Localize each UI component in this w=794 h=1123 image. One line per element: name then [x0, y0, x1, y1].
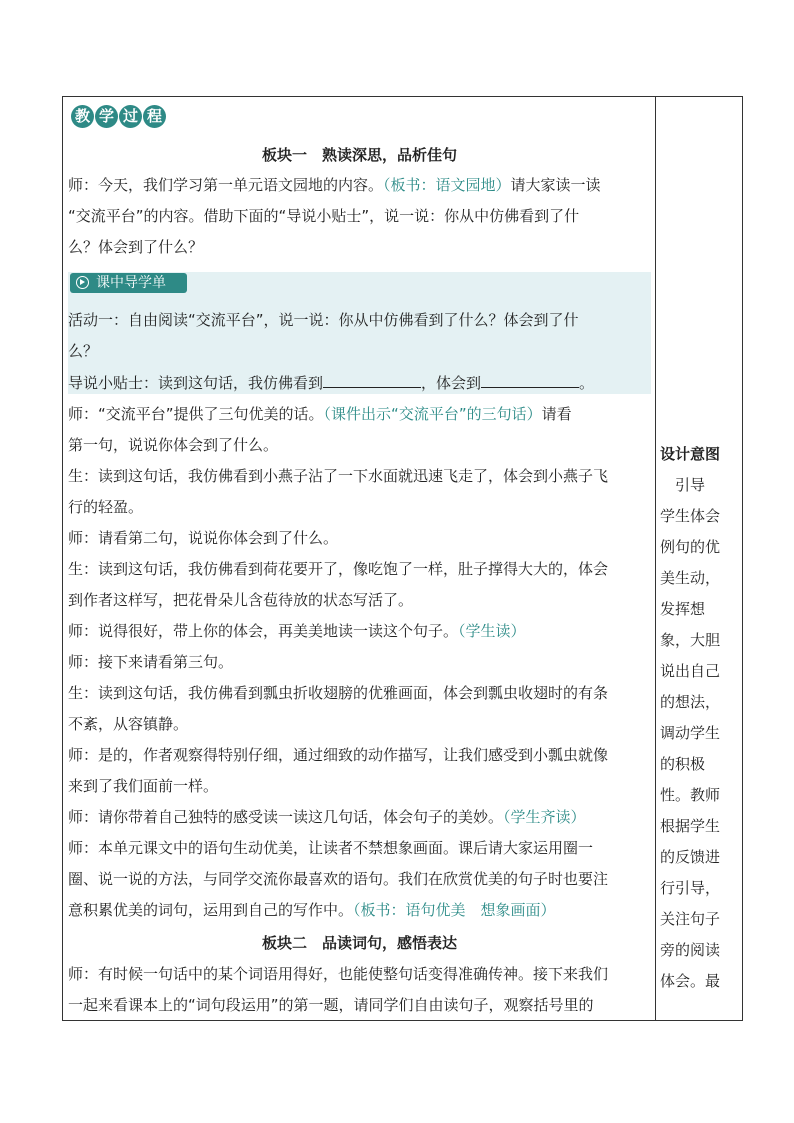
text-span: 师：“交流平台”提供了三句优美的话。: [68, 405, 324, 423]
design-intent-line: 美生动，: [660, 569, 721, 587]
design-intent-line: 的反馈进: [660, 848, 721, 866]
paragraph-line: 一起来看课本上的“词句段运用”的第一题，请同学们自由读句子，观察括号里的: [68, 996, 594, 1014]
stage-direction: （学生读）: [458, 622, 526, 640]
text-span: 师：接下来请看第三句。: [68, 653, 234, 671]
section-title-char: 过: [119, 105, 142, 128]
section-title-char: 程: [143, 105, 166, 128]
design-intent-line: 根据学生: [660, 817, 721, 835]
block1-heading: 板块一 熟读深思，品析佳句: [261, 146, 457, 164]
activity-line: 活动一：自由阅读“交流平台”，说一说：你从中仿佛看到了什么？体会到了什: [68, 311, 579, 329]
text-span: 圈、说一说的方法，与同学交流你最喜欢的语句。我们在欣赏优美的句子时也要注: [68, 870, 609, 888]
section-title-char: 学: [95, 105, 118, 128]
guide-sheet-tag: [70, 273, 187, 293]
text-span: 生：读到这句话，我仿佛看到荷花要开了，像吃饱了一样，肚子撑得大大的，体会: [68, 560, 609, 578]
activity-line: 么？: [68, 342, 99, 360]
dialogue-line: [68, 497, 143, 517]
dialogue-line: [68, 900, 556, 920]
paragraph-line: “交流平台”的内容。借助下面的“导说小贴士”，说一说：你从中仿佛看到了什: [68, 207, 580, 225]
text-span: 意积累优美的词句，运用到自己的写作中。: [68, 901, 354, 919]
design-intent-line: 性。教师: [660, 786, 721, 804]
paragraph-line: 么？体会到了什么？: [68, 238, 204, 256]
text-span: ，体会到: [421, 374, 482, 392]
text-span: 行的轻盈。: [68, 498, 144, 516]
tip-line: [68, 373, 594, 393]
fill-blank: [323, 373, 421, 388]
dialogue-line: [68, 621, 526, 641]
design-intent-line: 的想法，: [660, 693, 721, 711]
dialogue-line: [68, 745, 608, 765]
stage-direction: （课件出示“交流平台”的三句话）: [323, 405, 542, 423]
board-note: （板书：语文园地）: [383, 176, 511, 194]
text-span: 生：读到这句话，我仿佛看到瓢虫折收翅膀的优雅画面，体会到瓢虫收翅时的有条: [68, 684, 609, 702]
paragraph-line: [68, 175, 601, 195]
design-intent-heading: 设计意图: [660, 445, 721, 463]
design-intent-line: 关注句子: [660, 910, 721, 928]
text-span: 第一句，说说你体会到了什么。: [68, 436, 279, 454]
dialogue-line: [68, 435, 278, 455]
design-intent-line: 旁的阅读: [660, 941, 721, 959]
dialogue-line: [68, 404, 572, 424]
design-intent-line: 的积极: [660, 755, 706, 773]
text-span: 师：请你带着自己独特的感受读一读这几句话，体会句子的美妙。: [68, 808, 504, 826]
text-span: 请大家读一读: [510, 176, 601, 194]
section-title-badge: [68, 98, 651, 132]
text-span: 导说小贴士：读到这句话，我仿佛看到: [68, 374, 324, 392]
dialogue-line: [68, 838, 593, 858]
design-intent-line: 发挥想: [660, 600, 706, 618]
dialogue-line: [68, 683, 608, 703]
design-intent-line: 象，大胆: [660, 631, 721, 649]
text-span: 。: [579, 374, 595, 392]
text-span: 到作者这样写，把花骨朵儿含苞待放的状态写活了。: [68, 591, 414, 609]
dialogue-line: [68, 559, 608, 579]
play-circle-icon: [76, 276, 89, 289]
teaching-process-column: [68, 98, 651, 1014]
text-span: 师：今天，我们学习第一单元语文园地的内容。: [68, 176, 384, 194]
stage-direction: （学生齐读）: [503, 808, 586, 826]
dialogue-line: [68, 714, 188, 734]
dialogue-line: [68, 590, 413, 610]
paragraph-line: 师：有时候一句话中的某个词语用得好，也能使整句话变得准确传神。接下来我们: [68, 965, 609, 983]
dialogue-line: [68, 466, 608, 486]
design-intent-line: 说出自己: [660, 662, 721, 680]
text-span: 师：是的，作者观察得特别仔细，通过细致的动作描写，让我们感受到小瓢虫就像: [68, 746, 609, 764]
guide-sheet-label: 课中导学单: [96, 275, 166, 291]
design-intent-line: 体会。最: [660, 972, 721, 990]
dialogue-line: [68, 869, 608, 889]
section-title-char: 教: [71, 105, 94, 128]
dialogue-line: [68, 528, 338, 548]
design-intent-line: 行引导，: [660, 879, 721, 897]
dialogue-line: [68, 652, 233, 672]
design-intent-line: 例句的优: [660, 538, 721, 556]
stage-direction: （板书：语句优美 想象画面）: [353, 901, 556, 919]
fill-blank: [481, 373, 579, 388]
dialogue-line: [68, 776, 218, 796]
text-span: 师：说得很好，带上你的体会，再美美地读一读这个句子。: [68, 622, 459, 640]
design-intent-line: 学生体会: [660, 507, 721, 525]
text-span: 师：请看第二句，说说你体会到了什么。: [68, 529, 339, 547]
text-span: 请看: [541, 405, 572, 423]
design-intent-line: 调动学生: [660, 724, 721, 742]
dialogue-line: [68, 807, 586, 827]
column-divider: [655, 96, 656, 1021]
text-span: 来到了我们面前一样。: [68, 777, 219, 795]
block2-heading: 板块二 品读词句，感悟表达: [261, 934, 457, 952]
text-span: 不紊，从容镇静。: [68, 715, 189, 733]
text-span: 师：本单元课文中的语句生动优美，让读者不禁想象画面。课后请大家运用圈一: [68, 839, 594, 857]
design-intent-line: 引导: [660, 476, 706, 494]
text-span: 生：读到这句话，我仿佛看到小燕子沾了一下水面就迅速飞走了，体会到小燕子飞: [68, 467, 609, 485]
